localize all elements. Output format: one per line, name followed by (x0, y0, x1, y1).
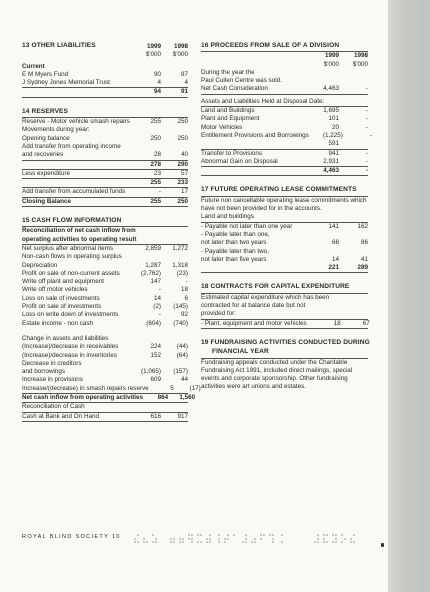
row-label: Transfer to Provisions (201, 149, 263, 157)
note-16-sale-of-division (201, 42, 372, 176)
braille-dot (269, 534, 271, 536)
row-value-1999: 28 (153, 151, 161, 159)
row-value-1999: 1,287 (145, 261, 161, 269)
braille-dot (323, 534, 325, 536)
row-value-1999: (1,225) (322, 131, 343, 139)
row-value-1998: (23) (176, 269, 188, 277)
braille-dot (143, 541, 145, 543)
row-value-1998: 1,318 (172, 261, 188, 269)
braille-dot (281, 541, 283, 543)
braille-dot (335, 541, 337, 543)
row-value-1998: (44) (176, 343, 188, 351)
table-row (201, 131, 372, 140)
row-value-1998: 41 (360, 255, 368, 263)
braille-dot (341, 534, 343, 536)
braille-dot (155, 541, 157, 543)
row-value-1999: 4,463 (323, 85, 339, 93)
row-value-1998: 1,272 (172, 244, 188, 252)
row-value-1999: 616 (150, 412, 161, 420)
total-1998: 91 (180, 88, 188, 96)
row-value-1998: 6 (184, 294, 188, 302)
row-value-1999: (604) (146, 319, 161, 327)
row-value-1999: 2,859 (145, 244, 161, 252)
year-col-a: 1999 (324, 52, 339, 60)
braille-dot (245, 538, 247, 540)
row-value-1998: (145) (173, 303, 188, 311)
table-row (201, 107, 368, 115)
row-value-1998: - (185, 278, 188, 286)
row-label: Land and Buildings (201, 107, 255, 115)
braille-dot (344, 538, 346, 540)
braille-dot (272, 534, 274, 536)
row-label: not later than two years (201, 239, 267, 247)
braille-dot (197, 534, 199, 536)
row-label: Less expenditure (22, 169, 70, 177)
table-row (22, 143, 188, 151)
row-value-1999: 90 (153, 70, 161, 78)
braille-dot (317, 534, 319, 536)
table-row (201, 223, 368, 231)
right-column (201, 42, 372, 392)
row-value-1999: 2,931 (323, 157, 339, 165)
table-row (22, 151, 188, 160)
braille-dot (179, 541, 181, 543)
note-17-lease-commitments (201, 186, 368, 273)
row-label: Loss on sale of investments (22, 294, 100, 302)
unit-col-a: $'000 (145, 51, 161, 59)
total-row (22, 88, 188, 97)
braille-dot (323, 541, 325, 543)
braille-dot (173, 538, 175, 540)
braille-dot (326, 534, 328, 536)
row-label: Estate income - non cash (22, 319, 94, 327)
braille-dot (182, 541, 184, 543)
table-row (22, 311, 188, 319)
braille-dot (170, 541, 172, 543)
section-title: 18 CONTRACTS FOR CAPITAL EXPENDITURE (201, 283, 350, 291)
table-row (201, 158, 368, 166)
current-label: Current (22, 62, 45, 70)
row-label: Write off plant and equipment (22, 278, 105, 286)
braille-dot (227, 538, 229, 540)
table-row (201, 150, 368, 158)
subtitle: Reconciliation of net cash inflow from (22, 227, 136, 235)
table-row (22, 413, 188, 422)
braille-dot (317, 541, 319, 543)
subtotal-1999: 255 (150, 179, 161, 187)
table-row (22, 188, 188, 197)
table-row (22, 79, 188, 88)
row-value-1999: 609 (150, 376, 161, 384)
row-label: Movements during year: (22, 126, 90, 134)
row-label: - Plant, equipment and motor vehicles (201, 319, 307, 327)
total-1999: 94 (153, 88, 161, 96)
row-value-1999: 141 (328, 222, 339, 230)
row-value-1999: - (158, 311, 161, 319)
lease-text: Future non cancellable operating lease commitments which have not been provided for in the accounts. (201, 196, 367, 213)
table-row (201, 256, 368, 264)
total-1998: 289 (357, 264, 368, 272)
row-label: Net Cash Consideration (201, 85, 268, 93)
row-value-1998: - (365, 149, 368, 157)
row-label: Write off motor vehicles (22, 286, 88, 294)
braille-dot (323, 538, 325, 540)
braille-dot (254, 538, 256, 540)
row-label: Profit on sale of investments (22, 303, 102, 311)
row-value-1998: 92 (180, 311, 188, 319)
row-value-1999: 152 (150, 351, 161, 359)
braille-dot (242, 541, 244, 543)
braille-dot (332, 541, 334, 543)
section-title-cont: FINANCIAL YEAR (212, 348, 269, 356)
row-label: Motor Vehicles (201, 123, 243, 131)
row-value-1998: - (365, 157, 368, 165)
unit-col-a: $'000 (323, 60, 339, 68)
row-value-1998: - (365, 85, 368, 93)
table-row (201, 248, 368, 256)
row-label: Increase in provisions (22, 376, 83, 384)
braille-dot (350, 538, 352, 540)
row-label: (Increase)/decrease in receivables (22, 343, 119, 351)
subtotal-row (22, 161, 188, 170)
row-value-1998: 1,560 (179, 393, 196, 401)
braille-dot (341, 541, 343, 543)
braille-dot (224, 541, 226, 543)
table-row (22, 384, 201, 393)
row-value-1999: 18 (333, 319, 341, 327)
table-row (22, 126, 188, 134)
row-value-1999: 1,695 (323, 107, 339, 115)
braille-dot (272, 541, 274, 543)
table-row (201, 115, 368, 123)
reconciliation-label: Reconciliation of Cash (22, 403, 85, 411)
row-value-1998: 40 (180, 151, 188, 159)
braille-dot (335, 534, 337, 536)
row-value-1999: 224 (150, 343, 161, 351)
row-value-1999: 4 (157, 79, 161, 87)
row-value-1999: 66 (331, 239, 339, 247)
braille-dot (188, 538, 190, 540)
row-value-1998: 250 (177, 118, 188, 126)
capex-text: provided for: (201, 310, 237, 318)
fundraising-text: Fundraising appeals conducted under the Charitable Fundraising Act 1991, included direct mailings, special events and corporate sponsorship. Other fundraising activities were art unions and estates. (201, 358, 353, 391)
braille-dot (152, 541, 154, 543)
row-label: and borrowings (22, 368, 66, 376)
scan-mark (381, 543, 384, 547)
braille-decoration (134, 533, 374, 545)
note-15-cash-flow (22, 217, 201, 422)
braille-dot (254, 541, 256, 543)
braille-dot (314, 541, 316, 543)
assets-heading: Assets and Liabilities Held at Disposal Date: (201, 97, 325, 105)
row-label: Opening balance (22, 134, 70, 142)
braille-dot (353, 534, 355, 536)
row-value-1998: (157) (173, 368, 188, 376)
total-row (201, 166, 368, 176)
table-row (22, 270, 188, 278)
row-value-1999: 14 (331, 255, 339, 263)
braille-dot (173, 541, 175, 543)
row-label: Entitlement Provisions and Borrowings (201, 131, 309, 139)
row-label: Change in assets and liabilities (22, 334, 109, 342)
braille-dot (245, 534, 247, 536)
braille-dot (137, 541, 139, 543)
row-label: Net surplus after abnormal items (22, 244, 113, 252)
row-value-1999: 14 (153, 294, 161, 302)
row-label: and recoveries (22, 151, 64, 159)
row-label: Closing Balance (22, 197, 71, 205)
note-19-fundraising (201, 339, 368, 392)
subtotal-1998: 233 (177, 179, 188, 187)
closing-balance-row (22, 198, 188, 207)
braille-dot (191, 534, 193, 536)
braille-dot (218, 534, 220, 536)
braille-dot (170, 538, 172, 540)
row-value-1999: (2,762) (141, 269, 161, 277)
table-row (22, 253, 188, 261)
section-title: 13 OTHER LIABILITIES (22, 42, 96, 49)
row-value-1998: 87 (180, 70, 188, 78)
table-row (22, 352, 188, 360)
braille-dot (260, 538, 262, 540)
row-label: - Payable later than one, (201, 230, 270, 238)
table-row (22, 278, 188, 286)
section-title: 17 FUTURE OPERATING LEASE COMMITMENTS (201, 186, 357, 194)
row-label: Non-cash flows in operating surplus (22, 253, 122, 261)
subtotal-1998: 290 (177, 160, 188, 168)
table-row (22, 262, 188, 270)
braille-dot (134, 538, 136, 540)
row-value-1999: 101 (328, 115, 339, 123)
row-value-1998: (64) (176, 351, 188, 359)
row-label: not later than five years (201, 255, 267, 263)
row-label: Depreciation (22, 261, 58, 269)
table-row (22, 343, 188, 351)
row-label: Net cash inflow from operating activities (22, 393, 144, 401)
braille-dot (209, 541, 211, 543)
braille-dot (260, 534, 262, 536)
intro-line: Paul Cullen Centre was sold. (201, 77, 282, 85)
year-col-a: 1999 (146, 43, 161, 50)
row-value-1998: - (365, 115, 368, 123)
braille-dot (146, 541, 148, 543)
row-label: Loss on write down of investments (22, 311, 119, 319)
section-title: 16 PROCEEDS FROM SALE OF A DIVISION (201, 42, 340, 49)
unit-col-b: $'000 (352, 60, 368, 68)
total-row (201, 264, 368, 273)
table-row (22, 245, 188, 253)
table-row (201, 239, 368, 247)
braille-dot (191, 538, 193, 540)
braille-dot (206, 538, 208, 540)
braille-dot (245, 541, 247, 543)
note-14-reserves (22, 108, 188, 207)
table-row (22, 320, 188, 328)
capex-text: Estimated capital expenditure which has been (201, 293, 330, 301)
row-value-1998: (740) (173, 319, 188, 327)
row-value-1999: 255 (150, 197, 161, 205)
row-value-1999: (2) (153, 303, 161, 311)
row-label: Plant and Equipment (201, 115, 260, 123)
note-13-other-liabilities (22, 42, 188, 98)
braille-dot (209, 538, 211, 540)
row-value-1999: - (158, 286, 161, 294)
year-col-b: 1998 (353, 52, 368, 60)
subtotal-1999: 591 (328, 140, 339, 148)
table-row (201, 124, 368, 132)
row-label: Add transfer from accumulated funds (22, 188, 126, 196)
row-label: - Payable not later than one year (201, 222, 293, 230)
total-1998: - (365, 167, 368, 175)
row-value-1999: 20 (331, 123, 339, 131)
total-1999: 4,463 (323, 167, 339, 175)
braille-dot (179, 538, 181, 540)
braille-dot (350, 541, 352, 543)
table-row (22, 71, 188, 79)
row-label: Reserve - Motor vehicle smash repairs (22, 118, 130, 126)
braille-dot (326, 541, 328, 543)
braille-dot (251, 541, 253, 543)
row-value-1999: 941 (328, 149, 339, 157)
row-value-1998: 67 (362, 319, 370, 327)
table-row (22, 360, 188, 368)
land-buildings-label: Land and buildings (201, 213, 254, 221)
braille-dot (218, 538, 220, 540)
braille-dot (209, 534, 211, 536)
row-label: Decrease in creditors (22, 359, 82, 367)
table-row (22, 335, 188, 343)
table-row (22, 170, 188, 179)
row-value-1998: 917 (177, 412, 188, 420)
braille-dot (191, 541, 193, 543)
row-value-1998: 162 (357, 222, 368, 230)
row-label: Abnormal Gain on Disposal (201, 157, 278, 165)
table-row (22, 303, 188, 311)
braille-dot (152, 534, 154, 536)
braille-dot (218, 541, 220, 543)
braille-dot (137, 534, 139, 536)
row-value-1998: - (365, 107, 368, 115)
row-value-1998: - (365, 123, 368, 131)
row-value-1998: 44 (180, 376, 188, 384)
row-value-1998: 17 (180, 188, 188, 196)
row-value-1999: 5 (170, 384, 174, 392)
braille-dot (281, 534, 283, 536)
section-title: 19 FUNDRAISING ACTIVITIES CONDUCTED DURING (201, 338, 370, 346)
table-row (22, 295, 188, 303)
row-label: (Increase)/decrease in inventories (22, 351, 117, 359)
row-value-1998: 250 (177, 197, 188, 205)
net-cash-row (22, 393, 196, 403)
braille-dot (155, 538, 157, 540)
braille-dot (335, 538, 337, 540)
row-value-1999: 250 (150, 134, 161, 142)
table-row (201, 320, 368, 329)
row-value-1998: 250 (177, 134, 188, 142)
page-footer: ROYAL BLIND SOCIETY 10 (22, 534, 121, 540)
row-label: Profit on sale of non-current assets (22, 269, 120, 277)
braille-dot (227, 534, 229, 536)
subtotal-1999: 278 (150, 160, 161, 168)
section-title: 14 RESERVES (22, 107, 69, 115)
row-value-1998: 57 (180, 169, 188, 177)
year-col-b: 1998 (173, 43, 188, 50)
row-value-1999: 864 (157, 393, 169, 401)
braille-dot (263, 534, 265, 536)
braille-dot (182, 538, 184, 540)
braille-dot (233, 534, 235, 536)
row-value-1999: 23 (153, 169, 161, 177)
table-row (22, 135, 188, 143)
braille-dot (197, 541, 199, 543)
row-value-1998: 86 (360, 239, 368, 247)
row-value-1999: (1,065) (141, 368, 161, 376)
table-row (22, 286, 188, 294)
row-value-1999: 255 (150, 118, 161, 126)
braille-dot (206, 541, 208, 543)
table-row (201, 85, 368, 94)
braille-dot (134, 541, 136, 543)
row-value-1998: (17) (189, 384, 201, 392)
braille-dot (317, 538, 319, 540)
braille-dot (188, 534, 190, 536)
row-label: Increase/(decrease) in smash repairs reserve (22, 384, 149, 392)
braille-dot (200, 541, 202, 543)
table-row (22, 376, 188, 384)
scan-background-edge (388, 0, 430, 592)
row-value-1999: 147 (150, 278, 161, 286)
table-row (22, 118, 188, 126)
note-18-capital-expenditure (201, 283, 368, 328)
row-label: Cash at Bank and On Hand (22, 412, 100, 420)
braille-dot (143, 538, 145, 540)
subtitle: operating activities to operating result (22, 235, 137, 243)
table-row (201, 231, 368, 239)
subtotal-row (201, 140, 368, 149)
section-title: 15 CASH FLOW INFORMATION (22, 217, 122, 225)
braille-dot (353, 541, 355, 543)
row-value-1999: - (158, 188, 161, 196)
braille-dot (272, 538, 274, 540)
row-value-1998: - (369, 131, 372, 139)
braille-dot (224, 538, 226, 540)
unit-col-b: $'000 (172, 51, 188, 59)
row-label: - Payable later than two, (201, 247, 269, 255)
subtotal-row (22, 179, 188, 188)
row-label: Add transfer from operating income (22, 142, 121, 150)
intro-line: During the year the (201, 68, 255, 76)
row-label: J Sydney Jones Memorial Trust (22, 79, 110, 87)
capex-text: contracted for at balance date but not (201, 302, 306, 310)
braille-dot (200, 534, 202, 536)
row-label: E M Myers Fund (22, 70, 69, 78)
table-row (22, 368, 188, 376)
row-value-1998: 4 (184, 79, 188, 87)
total-1999: 221 (328, 264, 339, 272)
braille-dot (332, 534, 334, 536)
row-value-1998: 18 (180, 286, 188, 294)
left-column (22, 42, 201, 422)
